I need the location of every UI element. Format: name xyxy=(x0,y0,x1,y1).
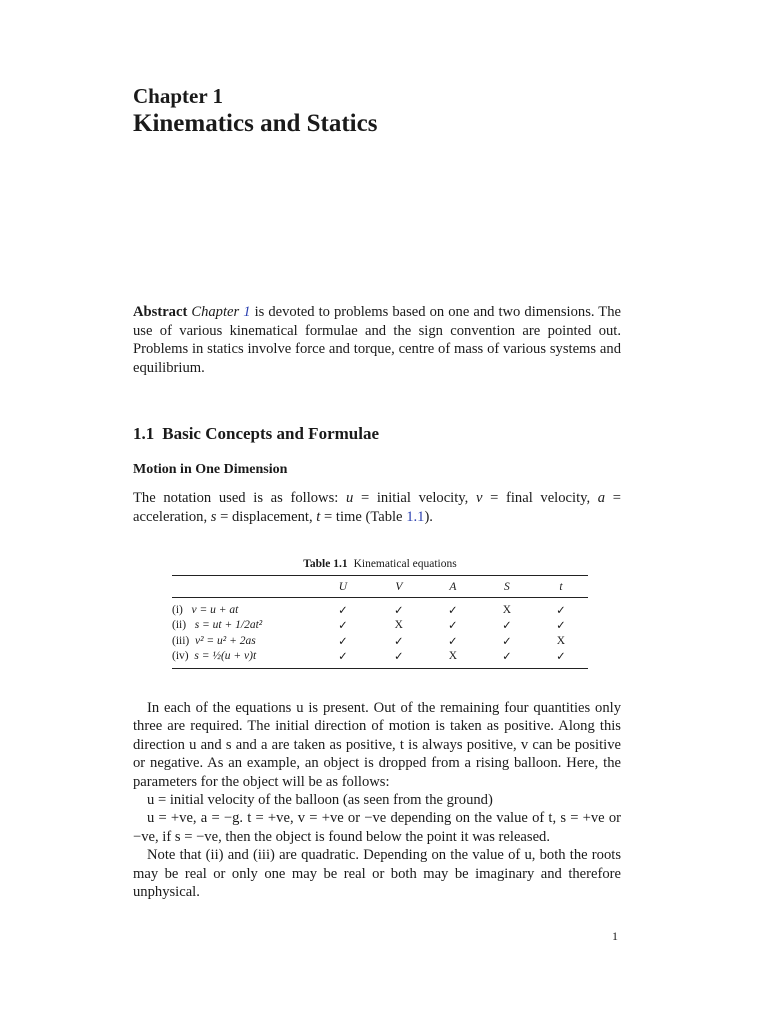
equation-label: (iv) xyxy=(172,650,189,663)
a-definition: = acceleration, xyxy=(133,490,621,525)
table-cell: ✓ xyxy=(338,635,348,648)
equation-label: (ii) xyxy=(172,619,187,632)
table-row xyxy=(172,598,588,618)
symbol-t: t xyxy=(316,508,321,525)
table-cell: ✓ xyxy=(448,620,458,633)
chapter-reference-number: 1 xyxy=(243,304,251,320)
equation-cell xyxy=(172,618,314,634)
chapter-label: Chapter 1 xyxy=(133,84,224,108)
table-header-cell: S xyxy=(504,580,510,593)
notation-paragraph xyxy=(133,489,621,526)
equation-label: (i) xyxy=(172,603,183,616)
section-title: Basic Concepts and Formulae xyxy=(162,424,379,443)
equation-text: v = u + at xyxy=(191,603,239,616)
table-header-cell: U xyxy=(338,580,348,593)
kinematics-table xyxy=(172,575,588,669)
body-paragraph: u = initial velocity of the balloon (as seen from the ground) xyxy=(147,792,493,809)
table-header-row xyxy=(172,576,588,598)
equation-cell xyxy=(172,633,314,649)
table-cell: ✓ xyxy=(338,620,348,633)
chapter-title: Kinematics and Statics xyxy=(133,110,378,137)
table-cell: X xyxy=(502,603,512,616)
table-cell: X xyxy=(448,650,458,663)
table-caption xyxy=(172,558,588,570)
table-cell: ✓ xyxy=(556,651,566,664)
section-heading xyxy=(133,424,379,444)
kinematics-table-grid xyxy=(172,575,588,669)
subsection-heading: Motion in One Dimension xyxy=(133,462,288,477)
table-cell: ✓ xyxy=(556,604,566,617)
section-number: 1.1 xyxy=(133,424,155,443)
abstract-text: is devoted to problems based on one and two dimensions. The use of various kinematical formulae and the sign convention are pointed out. Problems in statics involve force and torque, centre of mass of various systems and equilibrium. xyxy=(133,304,621,376)
abstract xyxy=(133,303,621,377)
table-cell: ✓ xyxy=(448,604,458,617)
table-cell: X xyxy=(556,634,566,647)
table-cell: ✓ xyxy=(338,604,348,617)
notation-intro: The notation used is as follows: xyxy=(133,490,346,506)
body-text xyxy=(133,699,621,901)
equation-text: v² = u² + 2as xyxy=(195,634,256,647)
table-cell: ✓ xyxy=(394,651,404,664)
table-cell: ✓ xyxy=(556,620,566,633)
table-reference-link[interactable]: 1.1 xyxy=(406,508,425,525)
table-cell: ✓ xyxy=(448,635,458,648)
equation-text: s = ut + 1/2at² xyxy=(194,619,263,632)
page-number: 1 xyxy=(612,929,618,943)
table-cell: ✓ xyxy=(394,604,404,617)
chapter-reference-word: Chapter xyxy=(191,304,240,320)
table-row xyxy=(172,618,588,634)
table-header-cell: A xyxy=(449,580,457,593)
symbol-v: v xyxy=(475,490,483,506)
table-header-cell: V xyxy=(395,580,403,593)
symbol-u: u xyxy=(346,490,354,506)
symbol-s: s xyxy=(210,508,217,525)
equation-cell xyxy=(172,598,314,618)
table-row xyxy=(172,649,588,669)
table-cell: X xyxy=(394,619,403,632)
u-definition: = initial velocity, xyxy=(353,490,476,506)
abstract-label: Abstract xyxy=(133,304,188,320)
equation-cell xyxy=(172,649,314,669)
body-paragraph: u = +ve, a = −g. t = +ve, v = +ve or −ve depending on the value of t, s = +ve or −ve, if s = −ve, then the object is found below the point it was released. xyxy=(133,810,621,845)
v-definition: = final velocity, xyxy=(482,490,598,506)
table-cell: ✓ xyxy=(502,651,512,664)
t-definition: = time (Table xyxy=(320,508,407,525)
table-cell: ✓ xyxy=(502,620,512,633)
symbol-a: a xyxy=(597,490,606,506)
notation-end: ). xyxy=(424,508,433,525)
chapter-reference-link[interactable] xyxy=(191,304,250,320)
table-cell: ✓ xyxy=(394,635,404,648)
table-cell: ✓ xyxy=(502,635,512,648)
s-definition: = displacement, xyxy=(216,508,317,525)
body-paragraph: In each of the equations u is present. Out of the remaining four quantities only three are required. The initial direction of motion is taken as positive. Along this direction u and s and a are taken as positive, t is always positive, v can be positive or negative. As an example, an object is dropped from a rising balloon. Here, the parameters for the object will be as follows: xyxy=(133,700,621,790)
table-caption-text: Kinematical equations xyxy=(353,558,457,570)
table-cell: ✓ xyxy=(338,651,348,664)
table-row xyxy=(172,633,588,649)
table-caption-label: Table 1.1 xyxy=(303,558,348,570)
table-header-cell xyxy=(172,576,314,598)
equation-label: (iii) xyxy=(172,634,190,647)
table-header-cell: t xyxy=(559,580,563,593)
equation-text: s = ½(u + v)t xyxy=(194,650,257,663)
body-paragraph: Note that (ii) and (iii) are quadratic. Depending on the value of u, both the roots may be real or only one may be real or both may be imaginary and therefore unphysical. xyxy=(133,847,621,901)
